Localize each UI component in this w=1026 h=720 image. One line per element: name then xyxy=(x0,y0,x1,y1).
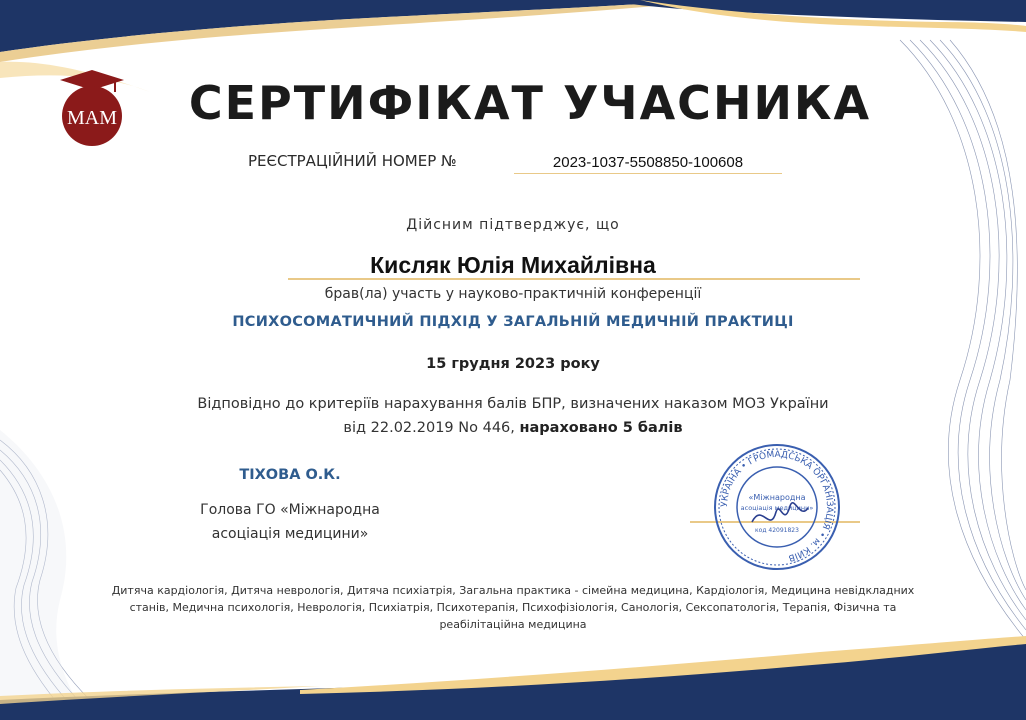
stamp-outer-text: УКРАЇНА • ГРОМАДСЬКА ОРГАНІЗАЦІЯ • м. КИЇВ xyxy=(719,449,835,563)
signatory-role-line1: Голова ГО «Міжнародна xyxy=(200,502,380,518)
stamp-center-line2: асоціація медицини» xyxy=(740,504,814,512)
registration-number: 2023-1037-5508850-100608 xyxy=(514,154,782,174)
signatory-name: ТІХОВА О.К. xyxy=(239,467,341,483)
stamp-code: код 42091823 xyxy=(755,527,799,534)
confirm-text: Дійсним підтверджує, що xyxy=(406,217,620,233)
participation-text: брав(ла) участь у науково-практичній конференції xyxy=(324,286,702,302)
participant-name: Кисляк Юлія Михайлівна xyxy=(370,252,656,278)
medical-specialties xyxy=(70,582,956,633)
organization-logo xyxy=(52,68,132,148)
registration-label: РЕЄСТРАЦІЙНИЙ НОМЕР № xyxy=(248,152,457,170)
criteria-text-line2 xyxy=(0,420,1026,436)
conference-date: 15 грудня 2023 року xyxy=(426,356,600,372)
conference-topic: ПСИХОСОМАТИЧНИЙ ПІДХІД У ЗАГАЛЬНІЙ МЕДИЧНІЙ ПРАКТИЦІ xyxy=(232,314,794,330)
specialties-line3: реабілітаційна медицина xyxy=(439,618,587,631)
logo-text: MAM xyxy=(66,107,118,129)
specialties-line1: Дитяча кардіологія, Дитяча неврологія, Дитяча психіатрія, Загальна практика - сімейна медицина, Кардіологія, Медицина невідкладних xyxy=(111,584,915,597)
official-stamp-icon xyxy=(712,442,842,572)
signatory-role xyxy=(160,498,420,546)
criteria-text-line1: Відповідно до критеріїв нарахування балів БПР, визначених наказом МОЗ України xyxy=(197,396,829,412)
stamp-center-line1: «Міжнародна xyxy=(748,493,806,502)
signatory-role-line2: асоціація медицини» xyxy=(211,526,369,542)
certificate-title: СЕРТИФІКАТ УЧАСНИКА xyxy=(188,76,872,130)
name-underline xyxy=(288,278,860,280)
criteria-order: від 22.02.2019 No 446, xyxy=(343,420,520,436)
points-awarded: нараховано 5 балів xyxy=(519,420,683,436)
specialties-line2: станів, Медична психологія, Неврологія, Психіатрія, Психотерапія, Психофізіологія, Санологія, Сексопатологія, Терапія, Фізична та xyxy=(129,601,897,614)
